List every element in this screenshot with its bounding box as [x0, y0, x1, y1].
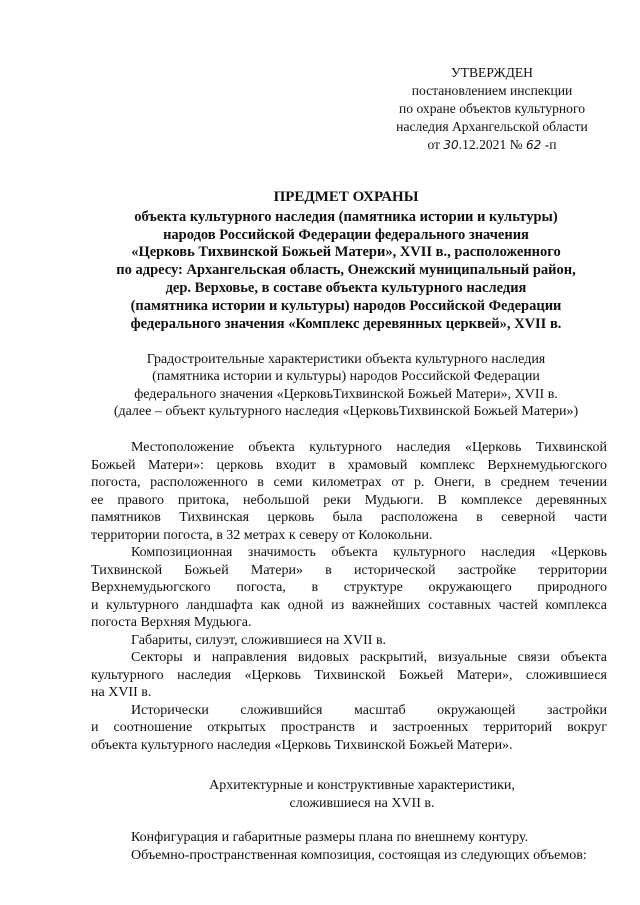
- title-line: народов Российской Федерации федерального значения: [163, 226, 529, 243]
- text-line: Местоположение объекта культурного наследия «Церковь Тихвинской: [131, 440, 607, 455]
- approval-heading: УТВЕРЖДЕН: [451, 65, 533, 80]
- section-heading-line: Градостроительные характеристики объекта культурного наследия: [146, 352, 546, 367]
- title-line: объекта культурного наследия (памятника истории и культуры): [134, 208, 558, 225]
- document-title: [84, 189, 608, 333]
- text-line: объекта культурного наследия «Церковь Тихвинской Божьей Матери».: [91, 737, 513, 753]
- text-line: памятников Тихвинская церковь была расположена в северной части: [91, 510, 607, 525]
- approval-line: постановлением инспекции: [411, 83, 573, 98]
- title-main: ПРЕДМЕТ ОХРАНЫ: [273, 189, 419, 205]
- title-line: (памятника истории и культуры) народов Российской Федерации: [130, 297, 562, 314]
- approval-line: наследия Архангельской области: [396, 119, 588, 134]
- text-line: Божьей Матери»: церковь входит в храмовый комплекс Верхнемудьюгского: [91, 457, 607, 473]
- title-line: по адресу: Архангельская область, Онежский муниципальный район,: [116, 262, 576, 279]
- paragraph-composition: [91, 544, 607, 632]
- paragraph-dimensions: [91, 632, 607, 650]
- text-line: Верхнемудьюгского погоста, в структуре окружающего природного: [91, 580, 607, 595]
- number-suffix: -п: [544, 137, 557, 152]
- body-text-tail: [91, 829, 607, 865]
- text-line: Габариты, силуэт, сложившиеся на XVII в.: [131, 632, 387, 648]
- section-heading-line: федерального значения «ЦерковьТихвинской Божьей Матери», XVII в.: [134, 386, 558, 402]
- section-heading-line: Архитектурные и конструктивные характеристики,: [209, 778, 515, 793]
- text-line: территории погоста, в 32 метрах к северу от Колокольни.: [91, 527, 433, 543]
- text-line: Конфигурация и габаритные размеры плана по внешнему контуру.: [131, 830, 529, 845]
- paragraph-scale: [91, 702, 607, 755]
- approval-date: [372, 136, 612, 154]
- section-heading-architecture: [84, 777, 640, 813]
- text-line: погоста, расположенного в семи километрах от р. Онеги, в среднем течении: [91, 475, 607, 490]
- title-line: «Церковь Тихвинской Божьей Матери», XVII в., расположенного: [131, 244, 561, 261]
- approval-line: по охране объектов культурного: [398, 101, 586, 116]
- paragraph-view-sectors: [91, 649, 607, 702]
- text-line: на XVII в.: [91, 685, 152, 700]
- text-line: Композиционная значимость объекта культурного наследия «Церковь: [131, 545, 607, 560]
- text-line: Секторы и направления видовых раскрытий, визуальные связи объекта: [131, 650, 607, 665]
- title-line: федерального значения «Комплекс деревянных церквей», XVII в.: [130, 315, 562, 332]
- text-line: ее правого притока, небольшой реки Мудьюги. В комплексе деревянных: [91, 492, 607, 508]
- paragraph-location: [91, 439, 607, 544]
- handwritten-day: 30: [443, 138, 459, 152]
- title-line: дер. Верховье, в составе объекта культурного наследия: [165, 279, 527, 296]
- date-rest: .12.2021 №: [458, 137, 523, 152]
- body-text: [91, 439, 607, 754]
- approval-stamp: [372, 64, 612, 154]
- text-line: погоста Верхняя Мудьюга.: [91, 615, 252, 630]
- section-heading-urban: [84, 351, 608, 421]
- handwritten-number: 62: [526, 138, 542, 152]
- text-line: культурного наследия «Церковь Тихвинской Божьей Матери», сложившиеся: [91, 667, 607, 683]
- text-line: и соотношение открытых пространств и застроенных территорий вокруг: [91, 720, 607, 735]
- section-heading-line: сложившиеся на XVII в.: [289, 796, 435, 811]
- text-line: Объемно-пространственная композиция, состоящая из следующих объемов:: [131, 848, 587, 863]
- text-line: Исторически сложившийся масштаб окружающей застройки: [131, 702, 607, 718]
- text-line: Тихвинской Божьей Матери» в исторической застройке территории: [91, 562, 607, 578]
- section-heading-line: (далее – объект культурного наследия «ЦерковьТихвинской Божьей Матери»): [113, 404, 579, 420]
- date-prefix: от: [427, 137, 440, 152]
- section-heading-line: (памятника истории и культуры) народов Российской Федерации: [152, 369, 540, 385]
- text-line: и культурного ландшафта как одной из важнейших составных частей комплекса: [91, 597, 607, 613]
